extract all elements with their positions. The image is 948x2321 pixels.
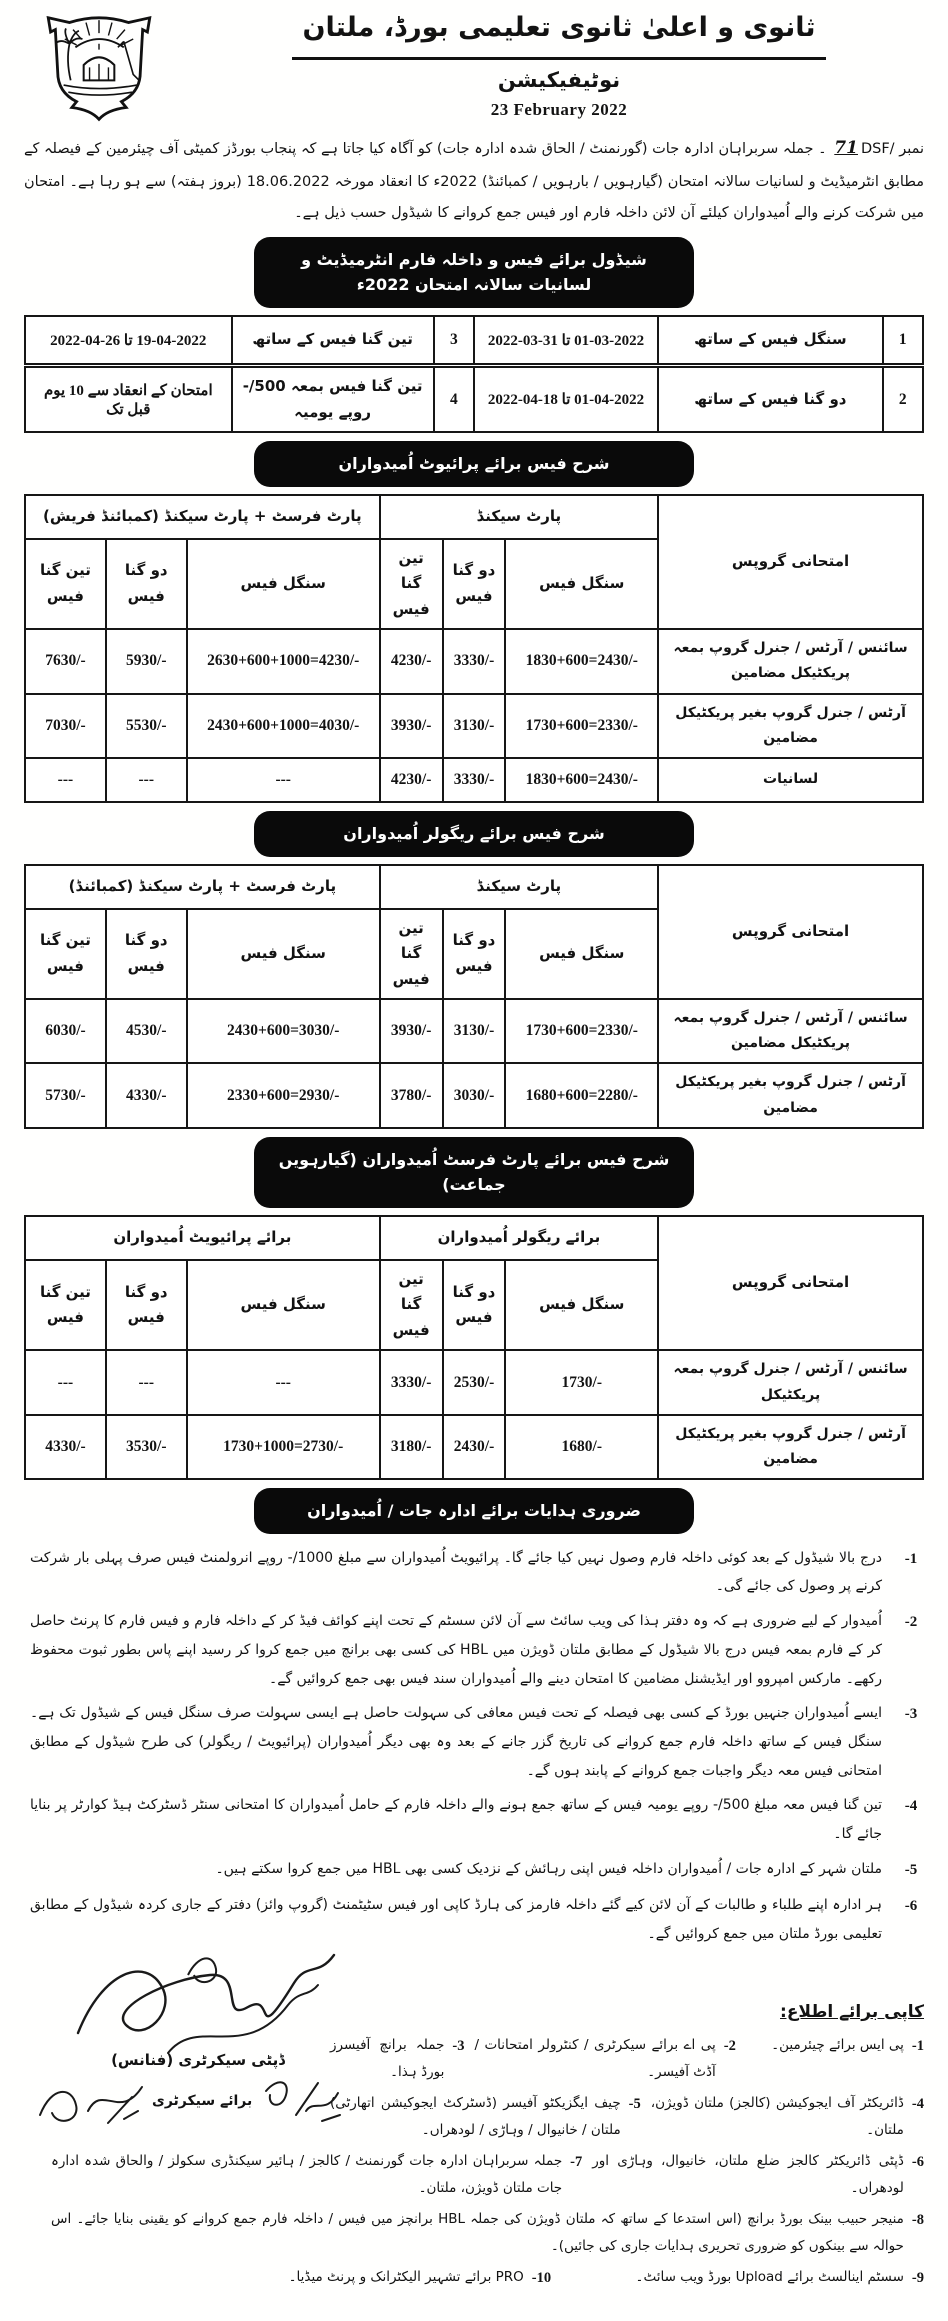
item-number: 1- <box>911 2037 924 2054</box>
fee-row <box>25 1415 923 1479</box>
fee-cell: --- <box>187 758 380 802</box>
private-fee-banner: شرح فیس برائے پرائیوٹ اُمیدواران <box>254 441 694 487</box>
instruction-number: 2- <box>904 1614 918 1631</box>
item-text: جملہ سربراہان ادارہ جات گورنمنٹ / کالجز / ہائیر سیکنڈری سکولز / والحاق شدہ ادارہ جات ملتان ڈویژن، ملتان۔ <box>51 2152 563 2196</box>
instruction-item <box>24 1607 924 1693</box>
sr-cell: 2 <box>883 366 923 433</box>
triple-fee-header: تین گنا فیس <box>380 1260 443 1351</box>
distribution-row <box>51 2148 924 2202</box>
fee-cell: 6030/- <box>25 999 106 1063</box>
group-cell: آرٹس / جنرل گروپ بغیر پریکٹیکل مضامین <box>658 694 923 758</box>
group-cell: آرٹس / جنرل گروپ بغیر پریکٹیکل مضامین <box>658 1415 923 1479</box>
distribution-item <box>168 2264 551 2293</box>
private-candidates-header: برائے پرائیویٹ اُمیدواران <box>25 1216 380 1260</box>
item-text: پی اے برائے سیکرٹری / کنٹرولر امتحانات / آڈٹ آفیسر۔ <box>474 2036 716 2080</box>
fee-type-cell: سنگل فیس کے ساتھ <box>658 316 883 366</box>
board-emblem-icon <box>24 4 194 128</box>
groups-column-header: امتحانی گروپس <box>658 865 923 1000</box>
regular-fee-table <box>24 864 924 1129</box>
date-range-cell: 01-03-2022 تا 31-03-2022 <box>474 316 658 366</box>
item-text: سسٹم اینالسٹ برائے Upload بورڈ ویب سائٹ۔ <box>635 2268 904 2285</box>
handwritten-number: 71 <box>834 138 858 158</box>
schedule-row <box>25 366 923 433</box>
footer-section <box>24 2001 924 2301</box>
distribution-item <box>51 2206 924 2260</box>
single-fee-header: سنگل فیس <box>187 539 380 630</box>
group-cell: سائنس / آرٹس / جنرل گروپ بمعہ پریکٹیکل مضامین <box>658 999 923 1063</box>
fee-cell: 3130/- <box>443 999 506 1063</box>
item-text: پی ایس برائے چیئرمین۔ <box>771 2036 904 2053</box>
instruction-text: ملتان شہر کے ادارہ جات / اُمیدواران داخلہ فیس اپنی رہائش کے نزدیک کسی بھی HBL میں جمع کروا سکتے ہیں۔ <box>215 1860 882 1877</box>
distribution-item <box>330 2090 641 2144</box>
schedule-row <box>25 316 923 366</box>
distribution-row <box>330 2090 924 2144</box>
fee-cell: --- <box>106 1350 187 1414</box>
group-cell: لسانیات <box>658 758 923 802</box>
distribution-item <box>746 2032 924 2086</box>
instruction-item <box>24 1855 924 1886</box>
double-fee-header: دو گنا فیس <box>443 539 506 630</box>
notification-date: 23 February 2022 <box>490 99 628 119</box>
fee-cell: 5730/- <box>25 1063 106 1127</box>
fee-cell: 3330/- <box>443 758 506 802</box>
document-header <box>24 4 924 128</box>
fee-cell: 5930/- <box>106 629 187 693</box>
fee-row <box>25 999 923 1063</box>
fee-cell: 2430+600+1000=4030/- <box>187 694 380 758</box>
fee-row <box>25 694 923 758</box>
fee-cell: 3180/- <box>380 1415 443 1479</box>
schedule-table <box>24 315 924 433</box>
board-emblem-shield-icon <box>24 6 174 124</box>
fee-type-cell: تین گنا فیس کے ساتھ <box>232 316 434 366</box>
fee-cell: 4330/- <box>106 1063 187 1127</box>
instruction-number: 6- <box>904 1898 918 1915</box>
double-fee-header: دو گنا فیس <box>443 1260 506 1351</box>
fee-type-cell: تین گنا فیس بمعہ 500/- روپے یومیہ <box>232 366 434 433</box>
part-second-header: پارٹ سیکنڈ <box>380 865 658 909</box>
fee-cell: 1730/- <box>505 1350 658 1414</box>
double-fee-header: دو گنا فیس <box>106 539 187 630</box>
schedule-banner: شیڈول برائے فیس و داخلہ فارم انٹرمیڈیٹ و لسانیات سالانہ امتحان 2022ء <box>254 237 694 308</box>
fee-header-row <box>25 865 923 909</box>
part-first-fee-banner: شرح فیس برائے پارٹ فرسٹ اُمیدواران (گیارہویں جماعت) <box>254 1137 694 1208</box>
triple-fee-header: تین گنا فیس <box>380 909 443 1000</box>
fee-row <box>25 629 923 693</box>
item-text: چیف ایگزیکٹو آفیسر (ڈسٹرکٹ ایجوکیشن اتھارٹی) ملتان / خانیوال / وہاڑی / لودھراں۔ <box>330 2094 621 2138</box>
item-number: 4- <box>911 2095 924 2112</box>
fee-cell: 3530/- <box>106 1415 187 1479</box>
single-fee-header: سنگل فیس <box>505 909 658 1000</box>
instruction-text: ہر ادارہ اپنے طلباء و طالبات کے آن لائن کیے گئے داخلہ فارمز کی ہارڈ کاپی اور فیس سٹیٹمنٹ (گروپ وائز) دفتر کے جاری کردہ شیڈول کے مطابق تعلیمی بورڈ ملتان میں جمع کروائیں گے۔ <box>30 1897 882 1943</box>
triple-fee-header: تین گنا فیس <box>380 539 443 630</box>
fee-cell: 4230/- <box>380 758 443 802</box>
notification-heading: نوٹیفیکیشن <box>497 67 621 92</box>
fee-type-cell: دو گنا فیس کے ساتھ <box>658 366 883 433</box>
group-cell: آرٹس / جنرل گروپ بغیر پریکٹیکل مضامین <box>658 1063 923 1127</box>
item-number: 5- <box>628 2095 641 2112</box>
fee-cell: 3330/- <box>380 1350 443 1414</box>
fee-cell: 3780/- <box>380 1063 443 1127</box>
fee-cell: 4230/- <box>380 629 443 693</box>
fee-cell: 3030/- <box>443 1063 506 1127</box>
part-second-header: پارٹ سیکنڈ <box>380 495 658 539</box>
sr-cell: 4 <box>434 366 474 433</box>
intro-body: جملہ سربراہان ادارہ جات (گورنمنٹ / الحاق شدہ ادارہ جات) کو آگاہ کیا جاتا ہے کہ پنجاب بورڈز کمیٹی آف چیئرمین کے فیصلہ کے مطابق انٹرمیڈیٹ و لسانیات سالانہ امتحان (گیارہویں / بارہویں / کمبائنڈ) 2022ء کا انعقاد مورخہ 18.06.2022 (بروز ہفتہ) سے ہو رہا ہے۔ امتحان میں شرکت کرنے والے اُمیدواران کیلئے آن لائن داخلہ فارم اور فیس جمع کروانے کا شیڈول حسب ذیل ہے۔ <box>24 141 924 221</box>
sr-cell: 1 <box>883 316 923 366</box>
handwritten-initials-icon <box>28 2071 148 2131</box>
number-separator: ۔ <box>818 141 827 157</box>
item-text: ڈائریکٹر آف ایجوکیشن (کالجز) ملتان ڈویژن، ملتان۔ <box>650 2094 904 2138</box>
group-cell: سائنس / آرٹس / جنرل گروپ بمعہ پریکٹیکل مضامین <box>658 629 923 693</box>
distribution-row <box>330 2032 924 2086</box>
fee-cell: --- <box>187 1350 380 1414</box>
header-titles <box>194 4 924 120</box>
fee-cell: 2530/- <box>443 1350 506 1414</box>
fee-cell: 1680+600=2280/- <box>505 1063 658 1127</box>
fee-cell: 1830+600=2430/- <box>505 629 658 693</box>
instruction-number: 1- <box>904 1550 918 1567</box>
groups-column-header: امتحانی گروپس <box>658 495 923 630</box>
triple-fee-header: تین گنا فیس <box>25 1260 106 1351</box>
fee-row <box>25 758 923 802</box>
distribution-item <box>474 2032 735 2086</box>
board-title: ثانوی و اعلیٰ ثانوی تعلیمی بورڈ، ملتان <box>292 4 825 60</box>
instruction-number: 3- <box>904 1706 918 1723</box>
single-fee-header: سنگل فیس <box>187 1260 380 1351</box>
instruction-item <box>24 1699 924 1785</box>
fee-cell: 4530/- <box>106 999 187 1063</box>
distribution-item <box>51 2148 582 2202</box>
number-label: نمبر <box>899 141 925 157</box>
fee-cell: 5530/- <box>106 694 187 758</box>
instruction-number: 4- <box>904 1798 918 1815</box>
fee-cell: 1730+600=2330/- <box>505 694 658 758</box>
item-number: 8- <box>911 2211 924 2228</box>
double-fee-header: دو گنا فیس <box>443 909 506 1000</box>
fee-cell: 1830+600=2430/- <box>505 758 658 802</box>
date-range-cell: امتحان کے انعقاد سے 10 یوم قبل تک <box>25 366 232 433</box>
single-fee-header: سنگل فیس <box>505 1260 658 1351</box>
single-fee-header: سنگل فیس <box>505 539 658 630</box>
part-first-fee-table <box>24 1215 924 1480</box>
regular-candidates-header: برائے ریگولر اُمیدواران <box>380 1216 658 1260</box>
fee-cell: 1730+1000=2730/- <box>187 1415 380 1479</box>
distribution-item <box>651 2090 924 2144</box>
fee-cell: 7630/- <box>25 629 106 693</box>
copy-for-information-heading: کاپی برائے اطلاع: <box>780 2001 924 2022</box>
private-fee-table <box>24 494 924 803</box>
instruction-text: تین گنا فیس معہ مبلغ 500/- روپے یومیہ فیس کے ساتھ جمع ہونے والے داخلہ فارم کے حامل اُمیدواران کا امتحانی سنٹر ڈسٹرکٹ ہیڈ کوارٹر پر بنایا جائے گا۔ <box>30 1797 882 1842</box>
instructions-banner: ضروری ہدایات برائے ادارہ جات / اُمیدواران <box>254 1488 694 1534</box>
instruction-number: 5- <box>904 1861 918 1878</box>
fee-cell: --- <box>25 1350 106 1414</box>
fee-cell: 3930/- <box>380 694 443 758</box>
distribution-row <box>51 2206 924 2260</box>
item-text: ڈپٹی ڈائریکٹر کالجز ضلع ملتان، خانیوال، وہاڑی اور لودھراں۔ <box>592 2152 904 2196</box>
item-number: 9- <box>911 2269 924 2286</box>
deputy-secretary-label: ڈپٹی سیکرٹری (فنانس) <box>111 2050 285 2069</box>
fee-cell: 1730+600=2330/- <box>505 999 658 1063</box>
fee-cell: --- <box>25 758 106 802</box>
for-secretary-label: برائے سیکرٹری <box>152 2092 253 2109</box>
instruction-item <box>24 1544 924 1601</box>
instruction-item <box>24 1791 924 1848</box>
combined-header: پارٹ فرسٹ + پارٹ سیکنڈ (کمبائنڈ) <box>25 865 380 909</box>
handwritten-date-scribble-icon <box>256 2071 346 2131</box>
distribution-item <box>592 2148 924 2202</box>
double-fee-header: دو گنا فیس <box>106 1260 187 1351</box>
item-number: 10- <box>531 2269 552 2286</box>
fee-header-row <box>25 495 923 539</box>
item-text: منیجر حبیب بینک بورڈ برانچ (اس استدعا کے ساتھ کہ ملتان ڈویژن کی جملہ HBL برانچز میں فیس / داخلہ فارم جمع کروانے کو یقینی بنایا جائے۔ اس حوالہ سے بینکوں کو ضروری تحریری ہدایات جاری کی جائیں)۔ <box>51 2210 904 2254</box>
fee-cell: 3130/- <box>443 694 506 758</box>
fee-cell: 2430/- <box>443 1415 506 1479</box>
combined-header: پارٹ فرسٹ + پارٹ سیکنڈ (کمبائنڈ فریش) <box>25 495 380 539</box>
item-number: 7- <box>570 2153 583 2170</box>
fee-cell: 2630+600+1000=4230/- <box>187 629 380 693</box>
fee-row <box>25 1350 923 1414</box>
fee-cell: 3930/- <box>380 999 443 1063</box>
groups-column-header: امتحانی گروپس <box>658 1216 923 1351</box>
signature-block <box>28 1935 368 2131</box>
regular-fee-banner: شرح فیس برائے ریگولر اُمیدواران <box>254 811 694 857</box>
item-text: PRO برائے تشہیر الیکٹرانک و پرنٹ میڈیا۔ <box>288 2268 524 2285</box>
item-number: 2- <box>723 2037 736 2054</box>
number-ref: DSF/ <box>860 141 895 157</box>
distribution-row <box>168 2264 924 2293</box>
instruction-text: درج بالا شیڈول کے بعد کوئی داخلہ فارم وصول نہیں کیا جائے گا۔ پرائیویٹ اُمیدواران سے مبلغ 1000/- روپے انرولمنٹ فیس صرف پہلی بار شرکت کرنے پر وصول کی جائے گی۔ <box>30 1549 883 1595</box>
fee-cell: 1680/- <box>505 1415 658 1479</box>
distribution-item <box>561 2264 924 2293</box>
double-fee-header: دو گنا فیس <box>106 909 187 1000</box>
sr-cell: 3 <box>434 316 474 366</box>
item-text: جملہ برانچ آفیسرز بورڈ ہذا۔ <box>330 2036 445 2080</box>
fee-cell: --- <box>106 758 187 802</box>
fee-cell: 3330/- <box>443 629 506 693</box>
date-range-cell: 19-04-2022 تا 26-04-2022 <box>25 316 232 366</box>
intro-paragraph <box>24 130 924 229</box>
fee-header-row <box>25 1216 923 1260</box>
fee-row <box>25 1063 923 1127</box>
fee-cell: 2430+600=3030/- <box>187 999 380 1063</box>
fee-cell: 2330+600=2930/- <box>187 1063 380 1127</box>
single-fee-header: سنگل فیس <box>187 909 380 1000</box>
group-cell: سائنس / آرٹس / جنرل گروپ بمعہ پریکٹیکل <box>658 1350 923 1414</box>
fee-cell: 4330/- <box>25 1415 106 1479</box>
instruction-text: ایسے اُمیدواران جنہیں بورڈ کے کسی بھی فیصلہ کے تحت فیس معافی کی سہولت حاصل ہے ایسی سہولت صرف سنگل فیس کے شیڈول تک ہے۔ سنگل فیس کے ساتھ داخلہ فارم جمع کروانے کی تاریخ گزر جانے کے بعد وہ بھی دیگر اُمیدواران (پرائیویٹ / ریگولر) کی طرح شیڈول کے مطابق امتحانی فیس معہ دیگر واجبات جمع کروانے کے پابند ہوں گے۔ <box>30 1705 882 1779</box>
triple-fee-header: تین گنا فیس <box>25 909 106 1000</box>
date-range-cell: 01-04-2022 تا 18-04-2022 <box>474 366 658 433</box>
triple-fee-header: تین گنا فیس <box>25 539 106 630</box>
instructions-list <box>24 1544 924 1949</box>
fee-cell: 7030/- <box>25 694 106 758</box>
item-number: 3- <box>452 2037 465 2054</box>
instruction-text: اُمیدوار کے لیے ضروری ہے کہ وہ دفتر ہذا کی ویب سائٹ سے آن لائن سسٹم کے تحت اپنے کوائف فیڈ کر کے داخلہ فارم و فیس فارم کا پرنٹ حاصل کر کے فارم بمعہ فیس درج بالا شیڈول کے مطابق ملتان ڈویژن میں HBL کی کسی بھی برانچ میں جمع کروا کر رسید اپنے پاس بطور ثبوت محفوظ رکھے۔ مارکس امپروو اور ایڈیشنل مضامین کا امتحان دینے والے اُمیدواران سند فیس بھی جمع کروائیں گے۔ <box>30 1613 883 1687</box>
item-number: 6- <box>911 2153 924 2170</box>
